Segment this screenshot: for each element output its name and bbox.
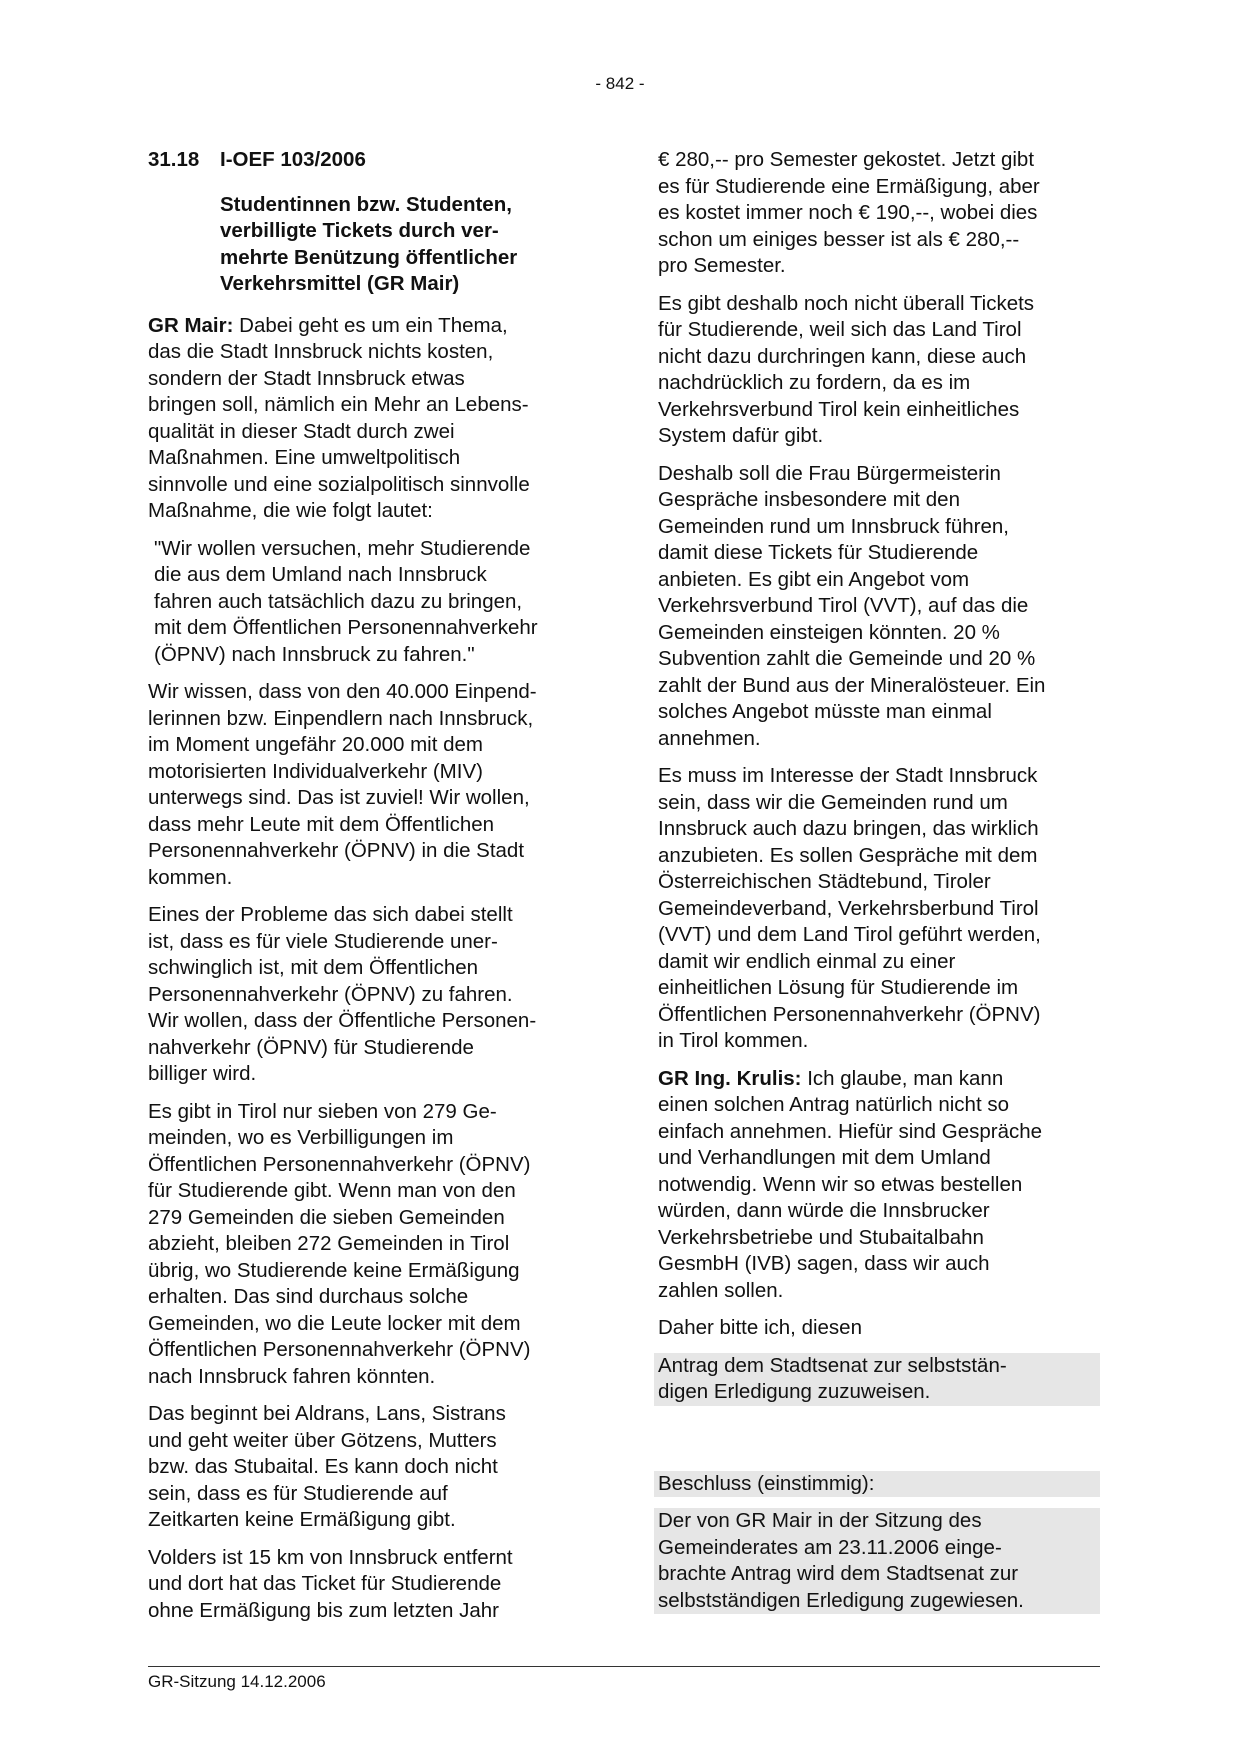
text-line: € 280,-- pro Semester gekostet. Jetzt gibt [658,148,1035,171]
text-line: Gemeinden rund um Innsbruck führen, [658,514,1009,538]
text-line: sein, dass wir die Gemeinden rund um [658,790,1008,814]
agenda-item-number: 31.18 [148,148,200,171]
text-line: System dafür gibt. [658,424,824,447]
title-line: Studentinnen bzw. Studenten, [220,192,512,216]
text-line-first [658,1066,1100,1093]
motion-box [654,1353,1100,1406]
paragraph [658,461,1100,753]
text-line: Österreichischen Städtebund, Tiroler [658,870,991,893]
spacer [658,1417,1100,1471]
text-line: Das beginnt bei Aldrans, Lans, Sistrans [148,1402,506,1425]
text-line: "Wir wollen versuchen, mehr Studierende [154,536,531,560]
text-line: Antrag dem Stadtsenat zur selbststän- [658,1353,1007,1377]
text-line: Maßnahme, die wie folgt lautet: [148,499,433,522]
paragraph [658,1315,1100,1342]
text-line: Gemeinden, wo die Leute locker mit dem [148,1311,521,1335]
paragraph [148,1545,596,1625]
text-line: Dabei geht es um ein Thema, [233,313,508,337]
text-line: Volders ist 15 km von Innsbruck entfernt [148,1545,513,1569]
text-line: selbstständigen Erledigung zugewiesen. [658,1588,1024,1612]
text-line: Ich glaube, man kann [801,1066,1004,1090]
text-line: Gemeinden einsteigen könnten. 20 % [658,620,1000,644]
text-line: mit dem Öffentlichen Personennahverkehr [154,616,538,639]
text-line: Es gibt in Tirol nur sieben von 279 Ge- [148,1099,497,1123]
text-line: Subvention zahlt die Gemeinde und 20 % [658,647,1036,670]
text-line: und geht weiter über Götzens, Mutters [148,1428,497,1452]
paragraph [658,763,1100,1055]
text-line: Wir wissen, dass von den 40.000 Einpend- [148,680,537,703]
text-line: Öffentlichen Personennahverkehr (ÖPNV) [148,1338,531,1361]
agenda-item-code: I-OEF 103/2006 [220,148,366,171]
title-line: Verkehrsmittel (GR Mair) [220,272,460,295]
text-line: Eines der Probleme das sich dabei stellt [148,903,513,926]
text-line: sein, dass es für Studierende auf [148,1481,448,1505]
paragraph [148,902,596,1088]
text-line: ohne Ermäßigung bis zum letzten Jahr [148,1598,499,1622]
text-line: es für Studierende eine Ermäßigung, aber [658,174,1040,198]
resolution-box [654,1508,1100,1614]
text-line: notwendig. Wenn wir so etwas bestellen [658,1172,1023,1196]
text-line: 279 Gemeinden die sieben Gemeinden [148,1205,505,1229]
text-line: für Studierende, weil sich das Land Tirol [658,318,1022,341]
text-line: dass mehr Leute mit dem Öffentlichen [148,812,495,836]
text-line: Gespräche insbesondere mit den [658,488,960,511]
text-line: und Verhandlungen mit dem Umland [658,1146,991,1169]
text-line: brachte Antrag wird dem Stadtsenat zur [658,1562,1019,1585]
text-line: lerinnen bzw. Einpendlern nach Innsbruck, [148,706,534,730]
text-line: Es muss im Interesse der Stadt Innsbruck [658,764,1038,787]
text-line: meinden, wo es Verbilligungen im [148,1126,454,1149]
text-line: Der von GR Mair in der Sitzung des [658,1509,982,1532]
text-line: Wir wollen, dass der Öffentliche Personen- [148,1009,537,1032]
text-line: Gemeinderates am 23.11.2006 einge- [658,1535,1002,1559]
agenda-item-heading [148,147,596,298]
text-line: die aus dem Umland nach Innsbruck [154,563,487,586]
paragraph-gr-krulis [658,1066,1100,1305]
text-line: Verkehrsverbund Tirol (VVT), auf das die [658,594,1029,617]
text-line: abzieht, bleiben 272 Gemeinden in Tirol [148,1232,510,1255]
text-line: einfach annehmen. Hiefür sind Gespräche [658,1119,1043,1143]
text-line: nahverkehr (ÖPNV) für Studierende [148,1035,474,1059]
page-number: - 842 - [595,74,645,93]
text-line: Verkehrsverbund Tirol kein einheitliches [658,397,1020,421]
text-line: Es gibt deshalb noch nicht überall Tickets [658,291,1035,315]
text-line: im Moment ungefähr 20.000 mit dem [148,733,483,756]
paragraph [658,291,1100,450]
text-line: Öffentlichen Personennahverkehr (ÖPNV) [148,1152,531,1176]
text-line: pro Semester. [658,254,786,277]
text-line: nach Innsbruck fahren könnten. [148,1364,436,1388]
text-line: damit wir endlich einmal zu einer [658,949,956,973]
speaker-name: GR Ing. Krulis: [658,1066,802,1090]
text-line: sondern der Stadt Innsbruck etwas [148,366,465,390]
paragraph-gr-mair [148,313,596,525]
text-line: einheitlichen Lösung für Studierende im [658,976,1019,999]
resolution-heading [654,1471,1100,1498]
text-line: erhalten. Das sind durchaus solche [148,1285,469,1308]
paragraph [148,679,596,891]
text-line: digen Erledigung zuzuweisen. [658,1380,931,1403]
text-line: anbieten. Es gibt ein Angebot vom [658,567,970,591]
text-line: Personennahverkehr (ÖPNV) in die Stadt [148,839,525,862]
right-column [658,147,1100,1625]
text-line: für Studierende gibt. Wenn man von den [148,1179,516,1202]
text-line: Daher bitte ich, diesen [658,1316,862,1339]
text-line: schon um einiges besser ist als € 280,-- [658,227,1020,251]
text-line: billiger wird. [148,1062,257,1085]
text-line: unterwegs sind. Das ist zuviel! Wir wollen, [148,786,530,809]
paragraph [658,147,1100,280]
text-line: würden, dann würde die Innsbrucker [658,1199,990,1222]
text-line: GesmbH (IVB) sagen, dass wir auch [658,1252,990,1275]
text-line: es kostet immer noch € 190,--, wobei dies [658,201,1038,224]
text-line: Deshalb soll die Frau Bürgermeisterin [658,461,1001,485]
title-line: mehrte Benützung öffentlicher [220,245,518,269]
text-line: kommen. [148,865,233,889]
footer-session-date: GR-Sitzung 14.12.2006 [148,1672,326,1691]
text-line: einen solchen Antrag natürlich nicht so [658,1093,1010,1116]
paragraph [148,1401,596,1534]
title-line: verbilligte Tickets durch ver- [220,219,499,242]
text-line: ist, dass es für viele Studierende uner- [148,929,498,953]
text-line: zahlen sollen. [658,1278,784,1302]
text-line: Innsbruck auch dazu bringen, das wirklich [658,817,1039,840]
agenda-item-number-line [148,147,596,174]
text-line: solches Angebot müsste man einmal [658,700,992,723]
text-line: nachdrücklich zu fordern, da es im [658,371,971,394]
paragraph [148,1099,596,1391]
text-line: Maßnahmen. Eine umweltpolitisch [148,446,461,469]
speaker-name: GR Mair: [148,313,234,337]
footer-divider [148,1666,1100,1667]
text-line: in Tirol kommen. [658,1029,809,1052]
text-line: schwinglich ist, mit dem Öffentlichen [148,956,479,979]
text-line: bringen soll, nämlich ein Mehr an Lebens- [148,393,529,416]
text-line: Gemeindeverband, Verkehrsberbund Tirol [658,896,1039,920]
text-line: anzubieten. Es sollen Gespräche mit dem [658,843,1038,867]
text-line: Personennahverkehr (ÖPNV) zu fahren. [148,982,513,1006]
text-line: fahren auch tatsächlich dazu zu bringen, [154,589,523,613]
text-line: das die Stadt Innsbruck nichts kosten, [148,340,494,363]
quoted-motion [148,536,596,669]
text-line: zahlt der Bund aus der Mineralösteuer. Ein [658,673,1046,697]
text-line: Zeitkarten keine Ermäßigung gibt. [148,1508,456,1531]
text-line: (VVT) und dem Land Tirol geführt werden, [658,923,1041,946]
text-line: sinnvolle und eine sozialpolitisch sinnvolle [148,472,530,496]
text-line: nicht dazu durchringen kann, diese auch [658,344,1027,368]
text-line: übrig, wo Studierende keine Ermäßigung [148,1258,520,1282]
left-column [148,147,596,1635]
text-line: bzw. das Stubaital. Es kann doch nicht [148,1455,498,1478]
agenda-item-title [220,192,596,298]
text-line: Beschluss (einstimmig): [658,1471,875,1495]
text-line: damit diese Tickets für Studierende [658,541,979,564]
text-line-first [148,313,596,340]
text-line: qualität in dieser Stadt durch zwei [148,419,455,443]
text-line: Verkehrsbetriebe und Stubaitalbahn [658,1225,984,1249]
text-line: Öffentlichen Personennahverkehr (ÖPNV) [658,1002,1041,1026]
text-line: annehmen. [658,726,761,750]
text-line: (ÖPNV) nach Innsbruck zu fahren." [154,642,475,666]
text-line: motorisierten Individualverkehr (MIV) [148,759,483,783]
text-line: und dort hat das Ticket für Studierende [148,1572,502,1595]
